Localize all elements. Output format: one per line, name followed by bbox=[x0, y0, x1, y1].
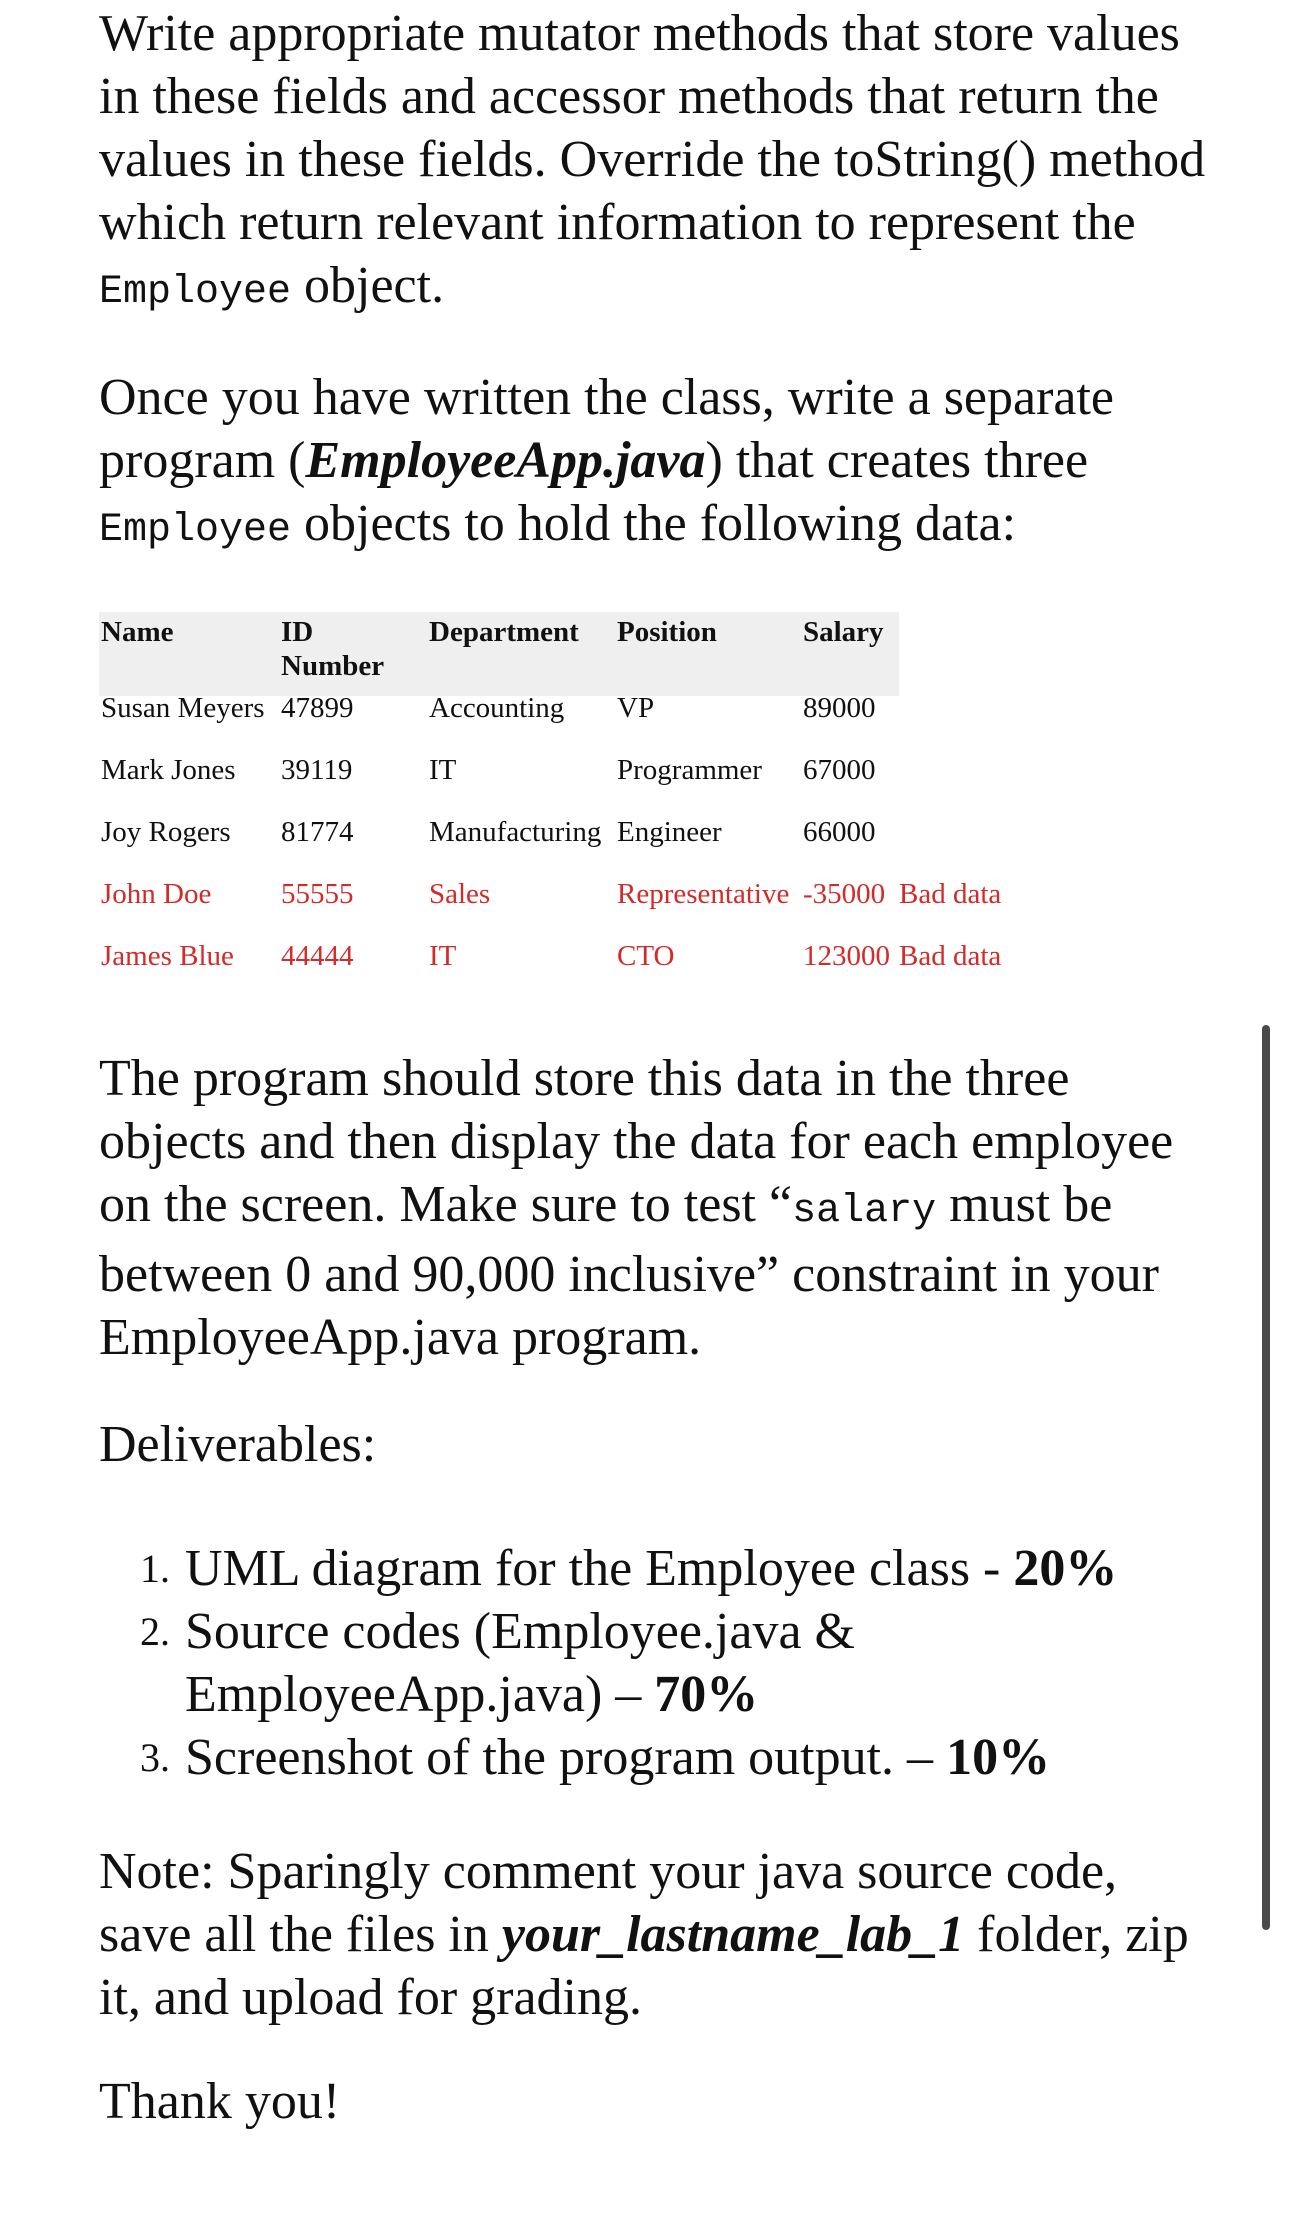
row-1-salary: 89000 bbox=[803, 692, 876, 724]
row-2-name: Mark Jones bbox=[101, 754, 236, 786]
row-4-department: Sales bbox=[429, 878, 491, 910]
employee-app-filename: EmployeeApp.java bbox=[305, 432, 706, 489]
deliverable-item bbox=[140, 1600, 1200, 1726]
note-text-end: folder, zip it, and upload for grading. bbox=[99, 1906, 1189, 2026]
deliverable-weight: 70% bbox=[654, 1666, 759, 1723]
program-text-end: objects to hold the following data: bbox=[291, 495, 1017, 552]
deliverables-title: Deliverables: bbox=[99, 1416, 377, 1473]
row-5-salary: 123000 bbox=[803, 940, 890, 972]
deliverable-item bbox=[140, 1726, 1200, 1789]
note-text: Note: Sparingly comment your java source code, save all the files in bbox=[99, 1843, 1118, 1963]
deliverable-text: Source codes (Employee.java & EmployeeApp.java) – bbox=[185, 1603, 855, 1723]
row-2-salary: 67000 bbox=[803, 754, 876, 786]
row-2-id: 39119 bbox=[281, 754, 353, 786]
row-3-position: Engineer bbox=[617, 816, 722, 848]
row-4-salary: -35000 bbox=[803, 878, 886, 910]
header-salary: Salary bbox=[803, 616, 884, 648]
employee-code: Employee bbox=[99, 270, 292, 315]
intro-paragraph bbox=[99, 2, 1219, 324]
note-paragraph bbox=[99, 1840, 1219, 2029]
deliverable-number: 1. bbox=[140, 1546, 170, 1591]
header-position: Position bbox=[617, 616, 717, 648]
row-4-position: Representative bbox=[617, 878, 790, 910]
salary-code: salary bbox=[792, 1189, 937, 1234]
employee-data-table bbox=[99, 612, 1059, 972]
program-text: Once you have written the class, write a separate program ( bbox=[99, 369, 1115, 489]
intro-text-end: object. bbox=[291, 257, 445, 314]
row-2-department: IT bbox=[429, 754, 457, 786]
row-3-name: Joy Rogers bbox=[101, 816, 231, 848]
program-text-middle: ) that creates three bbox=[705, 432, 1089, 489]
row-1-department: Accounting bbox=[429, 692, 565, 724]
row-1-name: Susan Meyers bbox=[101, 692, 265, 724]
row-3-id: 81774 bbox=[281, 816, 354, 848]
row-5-position: CTO bbox=[617, 940, 675, 972]
intro-text: Write appropriate mutator methods that store values in these fields and accessor methods that return the values in these fields. Override the toString() method which return relevant information to represent the bbox=[99, 5, 1206, 251]
row-2-position: Programmer bbox=[617, 754, 762, 786]
store-paragraph bbox=[99, 1047, 1219, 1369]
row-1-id: 47899 bbox=[281, 692, 354, 724]
row-5-bad-data-note: Bad data bbox=[899, 940, 1002, 972]
row-3-salary: 66000 bbox=[803, 816, 876, 848]
header-department: Department bbox=[429, 616, 579, 648]
deliverable-weight: 10% bbox=[946, 1729, 1051, 1786]
deliverable-number: 3. bbox=[140, 1735, 170, 1780]
row-5-name: James Blue bbox=[101, 940, 234, 972]
store-text: The program should store this data in the three objects and then display the data for each employee on the screen. Make sure to test “ bbox=[99, 1050, 1174, 1233]
row-4-bad-data-note: Bad data bbox=[899, 878, 1002, 910]
row-1-position: VP bbox=[617, 692, 655, 724]
closing-text: Thank you! bbox=[99, 2073, 341, 2130]
program-paragraph bbox=[99, 366, 1219, 562]
header-id-number: ID Number bbox=[281, 616, 385, 682]
deliverables-list bbox=[140, 1537, 1200, 1789]
row-4-id: 55555 bbox=[281, 878, 354, 910]
row-4-name: John Doe bbox=[101, 878, 212, 910]
deliverable-text: UML diagram for the Employee class - bbox=[185, 1540, 1014, 1597]
employee-code: Employee bbox=[99, 508, 292, 553]
store-text-end: must be between 0 and 90,000 inclusive” constraint in your EmployeeApp.java program. bbox=[99, 1176, 1159, 1366]
row-3-department: Manufacturing bbox=[429, 816, 602, 848]
scrollbar[interactable] bbox=[1262, 1025, 1270, 1930]
row-5-id: 44444 bbox=[281, 940, 354, 972]
deliverable-weight: 20% bbox=[1013, 1540, 1118, 1597]
header-name: Name bbox=[101, 616, 174, 648]
row-5-department: IT bbox=[429, 940, 457, 972]
deliverable-item bbox=[140, 1537, 1200, 1600]
deliverable-text: Screenshot of the program output. – bbox=[185, 1729, 947, 1786]
deliverable-number: 2. bbox=[140, 1609, 170, 1654]
folder-name: your_lastname_lab_1 bbox=[501, 1906, 965, 1963]
